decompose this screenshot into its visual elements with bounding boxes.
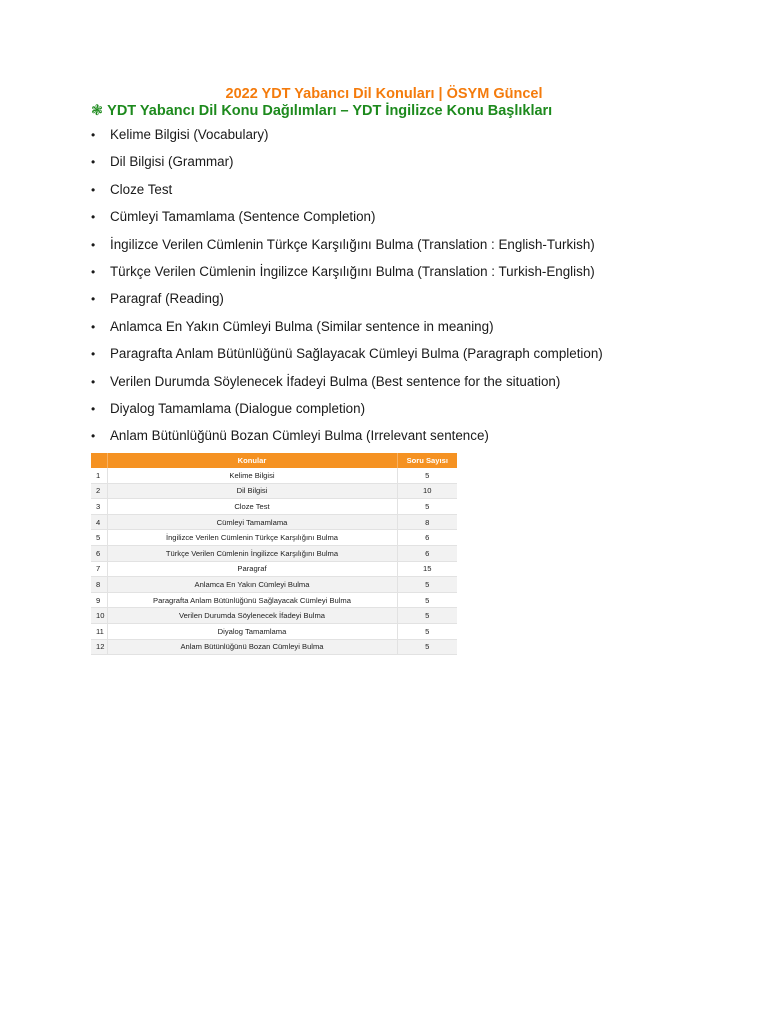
table-row xyxy=(91,530,457,546)
row-topic: İngilizce Verilen Cümlenin Türkçe Karşılığını Bulma xyxy=(107,530,397,546)
row-topic: Paragrafta Anlam Bütünlüğünü Sağlayacak Cümleyi Bulma xyxy=(107,592,397,608)
bullet-icon: • xyxy=(91,319,96,334)
row-number: 11 xyxy=(91,623,107,639)
list-item-text: Paragraf (Reading) xyxy=(110,291,224,307)
list-item-text: Paragrafta Anlam Bütünlüğünü Sağlayacak Cümleyi Bulma (Paragraph completion) xyxy=(110,346,603,362)
row-number: 7 xyxy=(91,561,107,577)
list-item xyxy=(91,372,603,399)
section-heading-text: YDT Yabancı Dil Konu Dağılımları – YDT İngilizce Konu Başlıkları xyxy=(107,103,553,119)
list-item xyxy=(91,344,603,371)
topic-list xyxy=(91,125,603,454)
table-row xyxy=(91,545,457,561)
bullet-icon: • xyxy=(91,374,96,389)
list-item-text: İngilizce Verilen Cümlenin Türkçe Karşılığını Bulma (Translation : English-Turkish) xyxy=(110,236,595,252)
bullet-icon: • xyxy=(91,429,96,444)
row-count: 5 xyxy=(397,577,457,593)
header-topics: Konular xyxy=(107,453,397,468)
bullet-icon: • xyxy=(91,264,96,279)
row-number: 12 xyxy=(91,639,107,655)
table-row xyxy=(91,639,457,655)
table-row xyxy=(91,468,457,483)
list-item-text: Anlam Bütünlüğünü Bozan Cümleyi Bulma (Irrelevant sentence) xyxy=(110,428,489,444)
table-row xyxy=(91,514,457,530)
row-number: 8 xyxy=(91,577,107,593)
header-number xyxy=(91,453,107,468)
row-count: 5 xyxy=(397,623,457,639)
page-title: 2022 YDT Yabancı Dil Konuları | ÖSYM Güncel xyxy=(225,86,543,102)
row-count: 6 xyxy=(397,545,457,561)
flower-icon: ❃ xyxy=(91,103,104,119)
list-item-text: Kelime Bilgisi (Vocabulary) xyxy=(110,127,269,142)
topic-distribution-table-image xyxy=(91,453,457,655)
row-count: 10 xyxy=(397,483,457,499)
list-item xyxy=(91,125,603,152)
bullet-icon: • xyxy=(91,347,96,362)
table-row xyxy=(91,623,457,639)
row-number: 10 xyxy=(91,608,107,624)
row-number: 3 xyxy=(91,499,107,515)
row-topic: Kelime Bilgisi xyxy=(107,468,397,483)
section-heading xyxy=(91,103,552,120)
row-topic: Türkçe Verilen Cümlenin İngilizce Karşılığını Bulma xyxy=(107,545,397,561)
table-row xyxy=(91,608,457,624)
row-topic: Diyalog Tamamlama xyxy=(107,623,397,639)
bullet-icon: • xyxy=(91,292,96,307)
row-count: 6 xyxy=(397,530,457,546)
row-topic: Cümleyi Tamamlama xyxy=(107,514,397,530)
list-item xyxy=(91,207,603,234)
topic-distribution-table xyxy=(91,453,457,655)
row-number: 9 xyxy=(91,592,107,608)
table-row xyxy=(91,483,457,499)
list-item xyxy=(91,399,603,426)
list-item-text: Türkçe Verilen Cümlenin İngilizce Karşılığını Bulma (Translation : Turkish-English) xyxy=(110,263,595,279)
row-count: 5 xyxy=(397,639,457,655)
row-count: 5 xyxy=(397,499,457,515)
bullet-icon: • xyxy=(91,128,96,142)
list-item xyxy=(91,180,603,207)
row-count: 8 xyxy=(397,514,457,530)
list-item xyxy=(91,152,603,179)
row-number: 6 xyxy=(91,545,107,561)
list-item-text: Dil Bilgisi (Grammar) xyxy=(110,154,234,170)
row-count: 5 xyxy=(397,592,457,608)
row-number: 1 xyxy=(91,468,107,483)
table-row xyxy=(91,577,457,593)
table-header-row xyxy=(91,453,457,468)
list-item-text: Anlamca En Yakın Cümleyi Bulma (Similar sentence in meaning) xyxy=(110,318,494,334)
row-count: 5 xyxy=(397,468,457,483)
row-topic: Verilen Durumda Söylenecek İfadeyi Bulma xyxy=(107,608,397,624)
list-item xyxy=(91,426,603,453)
row-topic: Anlam Bütünlüğünü Bozan Cümleyi Bulma xyxy=(107,639,397,655)
list-item xyxy=(91,262,603,289)
row-topic: Dil Bilgisi xyxy=(107,483,397,499)
row-number: 4 xyxy=(91,514,107,530)
bullet-icon: • xyxy=(91,237,96,252)
list-item-text: Cümleyi Tamamlama (Sentence Completion) xyxy=(110,209,376,225)
list-item xyxy=(91,317,603,344)
header-question-count: Soru Sayısı xyxy=(397,453,457,468)
bullet-icon: • xyxy=(91,210,96,225)
row-topic: Cloze Test xyxy=(107,499,397,515)
row-topic: Anlamca En Yakın Cümleyi Bulma xyxy=(107,577,397,593)
bullet-icon: • xyxy=(91,401,96,416)
row-topic: Paragraf xyxy=(107,561,397,577)
table-row xyxy=(91,592,457,608)
list-item xyxy=(91,289,603,316)
list-item-text: Cloze Test xyxy=(110,181,173,197)
bullet-icon: • xyxy=(91,182,96,197)
bullet-icon: • xyxy=(91,155,96,170)
row-number: 5 xyxy=(91,530,107,546)
table-row xyxy=(91,561,457,577)
list-item-text: Verilen Durumda Söylenecek İfadeyi Bulma (Best sentence for the situation) xyxy=(110,373,561,389)
row-count: 5 xyxy=(397,608,457,624)
table-row xyxy=(91,499,457,515)
list-item-text: Diyalog Tamamlama (Dialogue completion) xyxy=(110,400,366,416)
row-count: 15 xyxy=(397,561,457,577)
list-item xyxy=(91,235,603,262)
row-number: 2 xyxy=(91,483,107,499)
